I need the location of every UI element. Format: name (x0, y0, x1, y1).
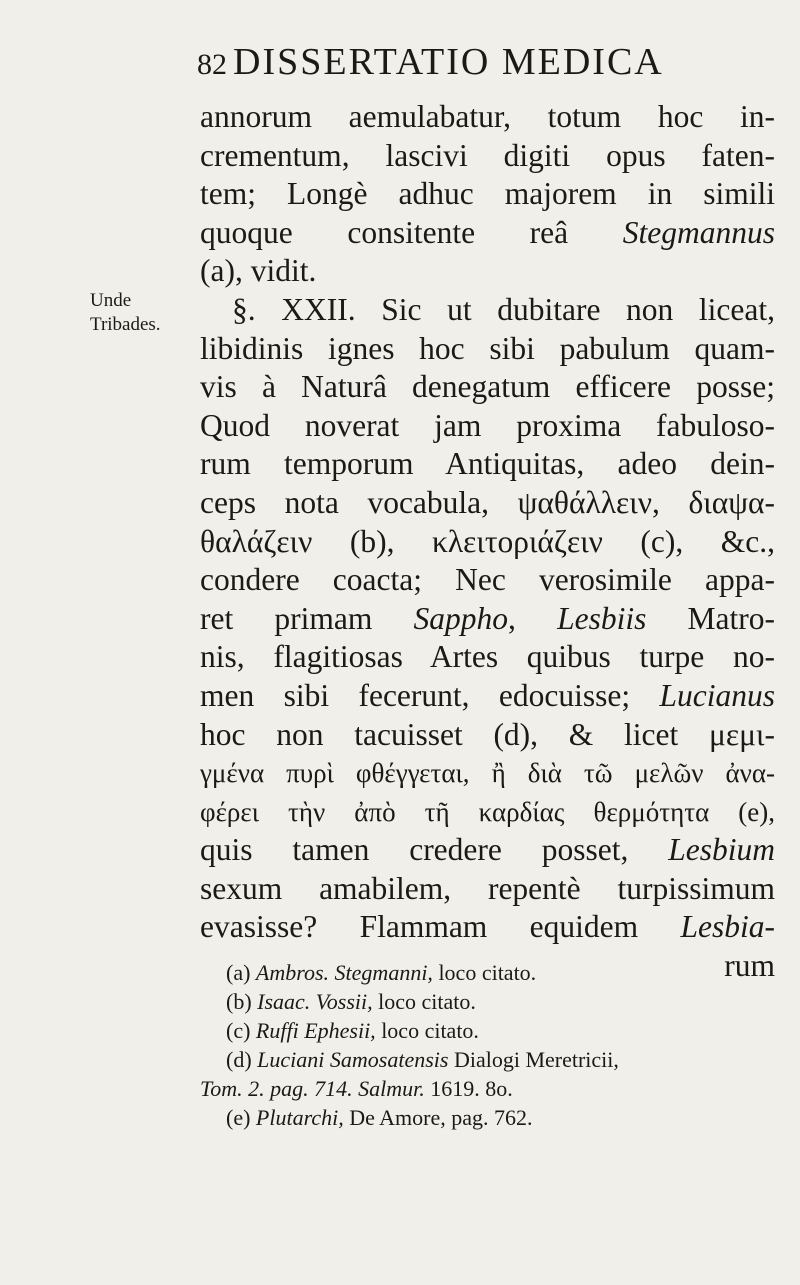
italic-name: Lesbia- (680, 909, 776, 945)
text-line: annorum aemulabatur, totum hoc in- (200, 99, 775, 134)
italic-name: Lucianus (659, 677, 776, 713)
text-segment: , (508, 600, 558, 636)
italic-name: Sappho (413, 600, 509, 636)
text-line (200, 908, 775, 947)
text-segment: evasisse? Flammam equidem (200, 909, 639, 945)
main-text (200, 98, 775, 986)
text-line (200, 677, 775, 716)
footnote-mark: (e) (226, 1105, 251, 1130)
text-segment: ret primam (200, 600, 373, 636)
footnote-source: Tom. 2. pag. 714. Salmur. (200, 1076, 425, 1101)
text-line (200, 214, 775, 253)
footnote-mark: (b) (226, 989, 252, 1014)
text-line: condere coacta; Nec verosimile appa- (200, 562, 775, 598)
text-line: γμένα πυρὶ φθέγγεται, ἢ διὰ τῶ μελῶν ἀνα- (200, 758, 775, 789)
text-line: sexum amabilem, repentè turpissimum (200, 870, 775, 906)
footnote-source: Luciani Samosatensis (257, 1047, 449, 1072)
text-line: tem; Longè adhuc majorem in simili (200, 176, 775, 212)
running-title: DISSERTATIO MEDICA (233, 41, 664, 83)
footnote (226, 958, 775, 987)
page-number: 82 (197, 48, 227, 81)
footnote-source: Ruffi Ephesii, (255, 1018, 376, 1043)
footnote-continuation (200, 1074, 775, 1103)
footnote (226, 987, 775, 1016)
italic-name: Lesbium (668, 832, 775, 868)
footnote-text: Dialogi Meretricii, (448, 1047, 619, 1072)
text-line: θαλάζειν (b), κλειτοριάζειν (c), &c., (200, 523, 775, 559)
text-line (200, 600, 775, 639)
footnote-source: Plutarchi, (255, 1105, 344, 1130)
footnote-text: 1619. 8o. (424, 1076, 513, 1101)
text-line: vis à Naturâ denegatum efficere posse; (200, 369, 775, 405)
text-line: crementum, lascivi digiti opus faten- (200, 137, 775, 173)
text-line: Quod noverat jam proxima fabuloso- (200, 407, 775, 443)
text-segment: Matro- (646, 600, 776, 636)
footnote-text: loco citato. (375, 1018, 479, 1043)
text-line: §. XXII. Sic ut dubitare non liceat, (232, 291, 775, 327)
text-segment: men sibi fecerunt, edocuisse; (200, 677, 631, 713)
text-line: rum temporum Antiquitas, adeo dein- (200, 446, 775, 482)
italic-name: Stegmannus (622, 214, 776, 250)
running-header (197, 40, 737, 84)
margin-note-line: Tribades. (90, 314, 161, 335)
footnote-text: loco citato. (372, 989, 476, 1014)
footnote-source: Isaac. Vossii, (257, 989, 373, 1014)
footnote (226, 1045, 775, 1074)
text-line (200, 831, 775, 870)
text-line: (a), vidit. (200, 253, 317, 289)
text-line: φέρει τὴν ἀπὸ τῆ καρδίας θερμότητα (e), (200, 796, 775, 827)
footnote-source: Ambros. Stegmanni, (255, 960, 433, 985)
footnote (226, 1016, 775, 1045)
italic-name: Lesbiis (557, 600, 647, 636)
margin-note-line: Unde (90, 290, 132, 311)
footnotes (200, 958, 775, 1132)
text-line: hoc non tacuisset (d), & licet μεμι- (200, 716, 775, 752)
margin-note (90, 289, 190, 337)
footnote (226, 1103, 775, 1132)
footnote-text: De Amore, pag. 762. (343, 1105, 533, 1130)
catchword: rum (724, 948, 775, 984)
footnote-mark: (c) (226, 1018, 251, 1043)
footnote-text: loco citato. (432, 960, 537, 985)
footnote-mark: (d) (226, 1047, 252, 1072)
text-segment: quis tamen credere posset, (200, 832, 629, 868)
text-line: libidinis ignes hoc sibi pabulum quam- (200, 330, 775, 366)
footnote-mark: (a) (226, 960, 251, 985)
text-line: nis, flagitiosas Artes quibus turpe no- (200, 639, 775, 675)
text-line: ceps nota vocabula, ψαθάλλειν, διαψα- (200, 484, 775, 520)
text-segment: quoque consitente reâ (200, 214, 569, 250)
